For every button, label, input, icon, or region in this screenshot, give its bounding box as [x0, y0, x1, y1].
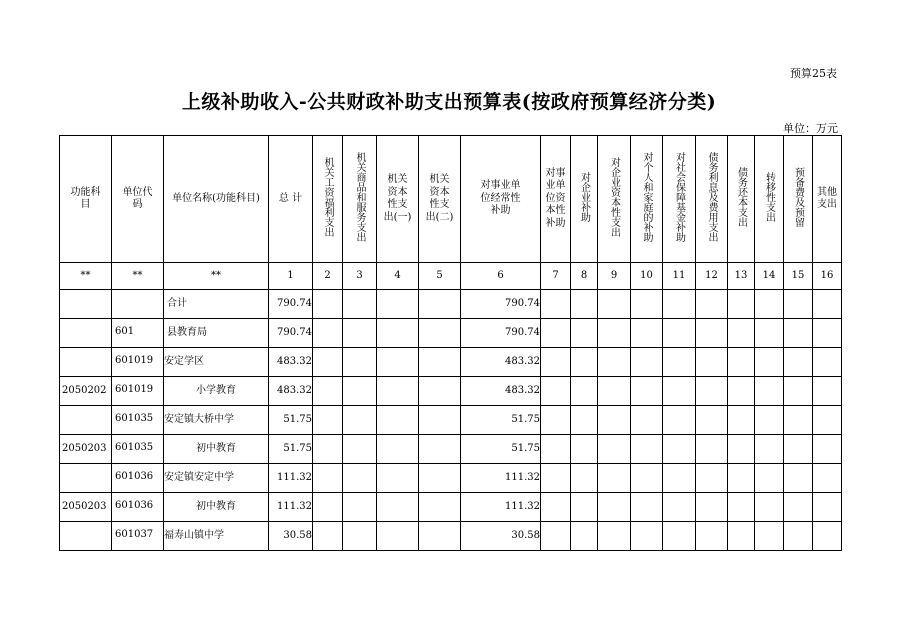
col-13-cell [728, 464, 755, 493]
col-6-cell-text: 111.32 [505, 471, 540, 483]
unit-name-cell [164, 377, 269, 406]
unit-name-cell [164, 493, 269, 522]
col-4-cell [377, 377, 419, 406]
col-13-cell [728, 319, 755, 348]
table-row [60, 522, 842, 551]
col-6-cell-text: 483.32 [505, 355, 540, 367]
col-13-cell [728, 290, 755, 319]
index-cell: 3 [343, 263, 377, 290]
index-row [60, 263, 842, 290]
unit-label: 单位：万元 [783, 122, 838, 135]
total-cell [269, 435, 313, 464]
col-3-cell [343, 406, 377, 435]
page-title: 上级补助收入-公共财政补助支出预算表(按政府预算经济分类) [181, 91, 717, 113]
header-unit-code: 单位代码 [112, 136, 164, 263]
col-8-cell [571, 377, 598, 406]
func-subject-cell [60, 348, 112, 377]
unit-name-cell-text: 县教育局 [167, 326, 207, 338]
col-4-cell [377, 348, 419, 377]
col-7-cell [541, 435, 571, 464]
col-6-cell [461, 377, 541, 406]
unit-name-cell [164, 464, 269, 493]
col-15-cell [784, 493, 813, 522]
col-13-cell [728, 522, 755, 551]
index-cell: 14 [755, 263, 784, 290]
table-row [60, 290, 842, 319]
col-5-cell [419, 377, 461, 406]
header-col-15: 预备费及预留 [784, 136, 813, 263]
total-cell-text: 483.32 [277, 355, 312, 367]
header-row [60, 136, 842, 263]
index-cell: 6 [461, 263, 541, 290]
col-10-cell [631, 290, 663, 319]
index-cell: 16 [813, 263, 842, 290]
index-cell: 11 [663, 263, 696, 290]
col-11-cell [663, 522, 696, 551]
index-cell: ** [112, 263, 164, 290]
unit-code-cell-text: 601036 [115, 470, 154, 482]
col-4-cell [377, 493, 419, 522]
col-11-cell [663, 493, 696, 522]
unit-code-cell-text: 601 [115, 325, 135, 337]
col-12-cell [696, 377, 728, 406]
col-8-cell [571, 464, 598, 493]
total-cell-text: 111.32 [277, 471, 312, 483]
col-8-cell [571, 522, 598, 551]
func-subject-cell-text: 2050203 [62, 501, 107, 513]
col-13-cell [728, 406, 755, 435]
header-col-16: 其他支出 [813, 136, 842, 263]
col-6-cell-text: 111.32 [505, 500, 540, 512]
col-7-cell [541, 377, 571, 406]
col-13-cell [728, 348, 755, 377]
func-subject-cell-text [60, 362, 111, 363]
col-8-cell [571, 319, 598, 348]
col-13-cell [728, 435, 755, 464]
col-8-cell [571, 290, 598, 319]
col-9-cell [598, 377, 631, 406]
unit-name-cell [164, 406, 269, 435]
col-11-cell [663, 290, 696, 319]
col-4-cell [377, 522, 419, 551]
col-15-cell [784, 406, 813, 435]
total-cell-text: 790.74 [277, 326, 312, 338]
col-12-cell [696, 319, 728, 348]
col-15-cell [784, 377, 813, 406]
unit-code-cell [112, 348, 164, 377]
table-row [60, 464, 842, 493]
col-12-cell [696, 522, 728, 551]
unit-code-cell [112, 290, 164, 319]
col-16-cell [813, 493, 842, 522]
col-14-cell [755, 435, 784, 464]
col-3-cell [343, 493, 377, 522]
col-6-cell-text: 790.74 [505, 326, 540, 338]
col-11-cell [663, 319, 696, 348]
table-row [60, 319, 842, 348]
header-col-2: 机关工资福利支出 [313, 136, 343, 263]
col-6-cell [461, 406, 541, 435]
col-2-cell [313, 493, 343, 522]
header-col-3: 机关商品和服务支出 [343, 136, 377, 263]
func-subject-cell [60, 493, 112, 522]
col-16-cell [813, 290, 842, 319]
unit-code-cell [112, 522, 164, 551]
col-9-cell [598, 464, 631, 493]
func-subject-cell [60, 290, 112, 319]
col-5-cell [419, 435, 461, 464]
col-5-cell [419, 464, 461, 493]
table-row [60, 435, 842, 464]
header-col-6: 对事业单位经常性补助 [461, 136, 541, 263]
total-cell [269, 493, 313, 522]
unit-code-cell-text: 601037 [115, 528, 154, 540]
table-row [60, 406, 842, 435]
col-15-cell [784, 290, 813, 319]
header-col-11: 对社会保障基金补助 [663, 136, 696, 263]
func-subject-cell [60, 377, 112, 406]
col-4-cell [377, 290, 419, 319]
unit-name-cell [164, 319, 269, 348]
col-10-cell [631, 348, 663, 377]
col-16-cell [813, 464, 842, 493]
col-10-cell [631, 406, 663, 435]
col-6-cell-text: 30.58 [511, 529, 540, 541]
func-subject-cell-text [60, 304, 111, 305]
col-6-cell-text: 51.75 [511, 442, 540, 454]
col-11-cell [663, 406, 696, 435]
func-subject-cell-text [60, 536, 111, 537]
col-12-cell [696, 435, 728, 464]
index-cell: 12 [696, 263, 728, 290]
col-5-cell [419, 348, 461, 377]
col-10-cell [631, 377, 663, 406]
col-14-cell [755, 493, 784, 522]
col-14-cell [755, 319, 784, 348]
col-10-cell [631, 464, 663, 493]
func-subject-cell [60, 319, 112, 348]
col-8-cell [571, 348, 598, 377]
col-14-cell [755, 522, 784, 551]
index-cell: 15 [784, 263, 813, 290]
unit-code-cell-text [112, 303, 163, 305]
unit-code-cell [112, 493, 164, 522]
col-13-cell [728, 377, 755, 406]
col-3-cell [343, 348, 377, 377]
col-6-cell [461, 290, 541, 319]
col-2-cell [313, 290, 343, 319]
unit-name-cell [164, 522, 269, 551]
index-cell: 2 [313, 263, 343, 290]
col-6-cell [461, 522, 541, 551]
index-cell: 10 [631, 263, 663, 290]
col-12-cell [696, 348, 728, 377]
col-9-cell [598, 290, 631, 319]
col-4-cell [377, 319, 419, 348]
index-cell: 7 [541, 263, 571, 290]
col-2-cell [313, 406, 343, 435]
col-9-cell [598, 319, 631, 348]
col-5-cell [419, 319, 461, 348]
col-8-cell [571, 406, 598, 435]
col-3-cell [343, 435, 377, 464]
col-3-cell [343, 319, 377, 348]
unit-name-cell-text: 合计 [167, 297, 187, 309]
col-11-cell [663, 464, 696, 493]
col-15-cell [784, 522, 813, 551]
index-cell: ** [60, 263, 112, 290]
col-9-cell [598, 348, 631, 377]
func-subject-cell [60, 464, 112, 493]
col-3-cell [343, 290, 377, 319]
col-15-cell [784, 319, 813, 348]
col-13-cell [728, 493, 755, 522]
col-5-cell [419, 290, 461, 319]
unit-code-cell-text: 601036 [115, 499, 154, 511]
col-10-cell [631, 319, 663, 348]
func-subject-cell-text [60, 333, 111, 334]
col-6-cell [461, 319, 541, 348]
col-5-cell [419, 493, 461, 522]
col-15-cell [784, 435, 813, 464]
index-cell: ** [164, 263, 269, 290]
budget-table [59, 135, 842, 551]
header-col-5: 机关资本性支出(二) [419, 136, 461, 263]
col-8-cell [571, 435, 598, 464]
unit-code-cell [112, 319, 164, 348]
form-number: 预算25表 [790, 67, 837, 80]
col-14-cell [755, 464, 784, 493]
col-14-cell [755, 406, 784, 435]
func-subject-cell [60, 406, 112, 435]
unit-code-cell-text: 601019 [115, 354, 154, 366]
col-6-cell [461, 348, 541, 377]
col-9-cell [598, 435, 631, 464]
total-cell [269, 377, 313, 406]
col-16-cell [813, 377, 842, 406]
header-col-8: 对企业补助 [571, 136, 598, 263]
index-cell: 9 [598, 263, 631, 290]
header-col-9: 对企业资本性支出 [598, 136, 631, 263]
total-cell-text: 51.75 [283, 442, 312, 454]
unit-code-cell [112, 435, 164, 464]
col-7-cell [541, 464, 571, 493]
col-6-cell-text: 790.74 [505, 297, 540, 309]
col-10-cell [631, 522, 663, 551]
col-3-cell [343, 522, 377, 551]
col-11-cell [663, 377, 696, 406]
col-3-cell [343, 464, 377, 493]
col-15-cell [784, 464, 813, 493]
col-5-cell [419, 522, 461, 551]
func-subject-cell [60, 522, 112, 551]
table-row [60, 493, 842, 522]
col-12-cell [696, 464, 728, 493]
col-16-cell [813, 522, 842, 551]
index-cell: 5 [419, 263, 461, 290]
col-2-cell [313, 522, 343, 551]
col-11-cell [663, 348, 696, 377]
header-unit-name: 单位名称(功能科目) [164, 136, 269, 263]
col-3-cell [343, 377, 377, 406]
total-cell-text: 483.32 [277, 384, 312, 396]
unit-name-cell-text: 福寿山镇中学 [164, 529, 224, 541]
col-5-cell [419, 406, 461, 435]
col-14-cell [755, 290, 784, 319]
total-cell [269, 406, 313, 435]
col-2-cell [313, 435, 343, 464]
col-16-cell [813, 319, 842, 348]
total-cell-text: 30.58 [283, 529, 312, 541]
col-8-cell [571, 493, 598, 522]
unit-code-cell [112, 464, 164, 493]
col-15-cell [784, 348, 813, 377]
total-cell-text: 111.32 [277, 500, 312, 512]
total-cell [269, 348, 313, 377]
col-9-cell [598, 406, 631, 435]
header-col-12: 债务利息及费用支出 [696, 136, 728, 263]
header-func-subject: 功能科目 [60, 136, 112, 263]
col-9-cell [598, 522, 631, 551]
index-cell: 8 [571, 263, 598, 290]
col-10-cell [631, 435, 663, 464]
col-7-cell [541, 348, 571, 377]
col-14-cell [755, 348, 784, 377]
col-10-cell [631, 493, 663, 522]
unit-name-cell-text: 安定学区 [164, 355, 204, 367]
unit-code-cell [112, 406, 164, 435]
col-6-cell-text: 51.75 [511, 413, 540, 425]
unit-code-cell-text: 601035 [115, 441, 154, 453]
total-cell [269, 290, 313, 319]
unit-name-cell [164, 435, 269, 464]
func-subject-cell [60, 435, 112, 464]
col-7-cell [541, 290, 571, 319]
unit-code-cell [112, 377, 164, 406]
table-row [60, 348, 842, 377]
col-7-cell [541, 493, 571, 522]
total-cell-text: 51.75 [283, 413, 312, 425]
header-col-10: 对个人和家庭的补助 [631, 136, 663, 263]
col-16-cell [813, 435, 842, 464]
col-6-cell [461, 493, 541, 522]
col-14-cell [755, 377, 784, 406]
header-col-14: 转移性支出 [755, 136, 784, 263]
col-12-cell [696, 493, 728, 522]
header-total: 总 计 [269, 136, 313, 263]
total-cell [269, 522, 313, 551]
col-6-cell [461, 464, 541, 493]
total-cell [269, 319, 313, 348]
col-16-cell [813, 406, 842, 435]
unit-name-cell [164, 348, 269, 377]
index-cell: 4 [377, 263, 419, 290]
unit-name-cell-text: 初中教育 [196, 500, 236, 512]
unit-name-cell-text: 安定镇安定中学 [164, 471, 234, 483]
col-2-cell [313, 319, 343, 348]
func-subject-cell-text: 2050203 [62, 443, 107, 455]
col-12-cell [696, 290, 728, 319]
col-7-cell [541, 522, 571, 551]
data-rows [60, 290, 842, 551]
func-subject-cell-text: 2050202 [62, 385, 107, 397]
col-11-cell [663, 435, 696, 464]
col-7-cell [541, 319, 571, 348]
col-16-cell [813, 348, 842, 377]
index-cell: 13 [728, 263, 755, 290]
col-2-cell [313, 464, 343, 493]
unit-name-cell-text: 小学教育 [196, 384, 236, 396]
col-2-cell [313, 348, 343, 377]
unit-code-cell-text: 601019 [115, 383, 154, 395]
col-2-cell [313, 377, 343, 406]
col-6-cell [461, 435, 541, 464]
total-cell [269, 464, 313, 493]
unit-code-cell-text: 601035 [115, 412, 154, 424]
unit-name-cell [164, 290, 269, 319]
func-subject-cell-text [60, 420, 111, 421]
index-cell: 1 [269, 263, 313, 290]
col-9-cell [598, 493, 631, 522]
col-7-cell [541, 406, 571, 435]
col-4-cell [377, 435, 419, 464]
header-col-4: 机关资本性支出(一) [377, 136, 419, 263]
func-subject-cell-text [60, 478, 111, 479]
total-cell-text: 790.74 [277, 297, 312, 309]
unit-name-cell-text: 初中教育 [196, 442, 236, 454]
table-row [60, 377, 842, 406]
unit-name-cell-text: 安定镇大桥中学 [164, 413, 234, 425]
header-col-7: 对事业单位资本性补助 [541, 136, 571, 263]
col-6-cell-text: 483.32 [505, 384, 540, 396]
col-4-cell [377, 406, 419, 435]
header-col-13: 债务还本支出 [728, 136, 755, 263]
col-12-cell [696, 406, 728, 435]
col-4-cell [377, 464, 419, 493]
